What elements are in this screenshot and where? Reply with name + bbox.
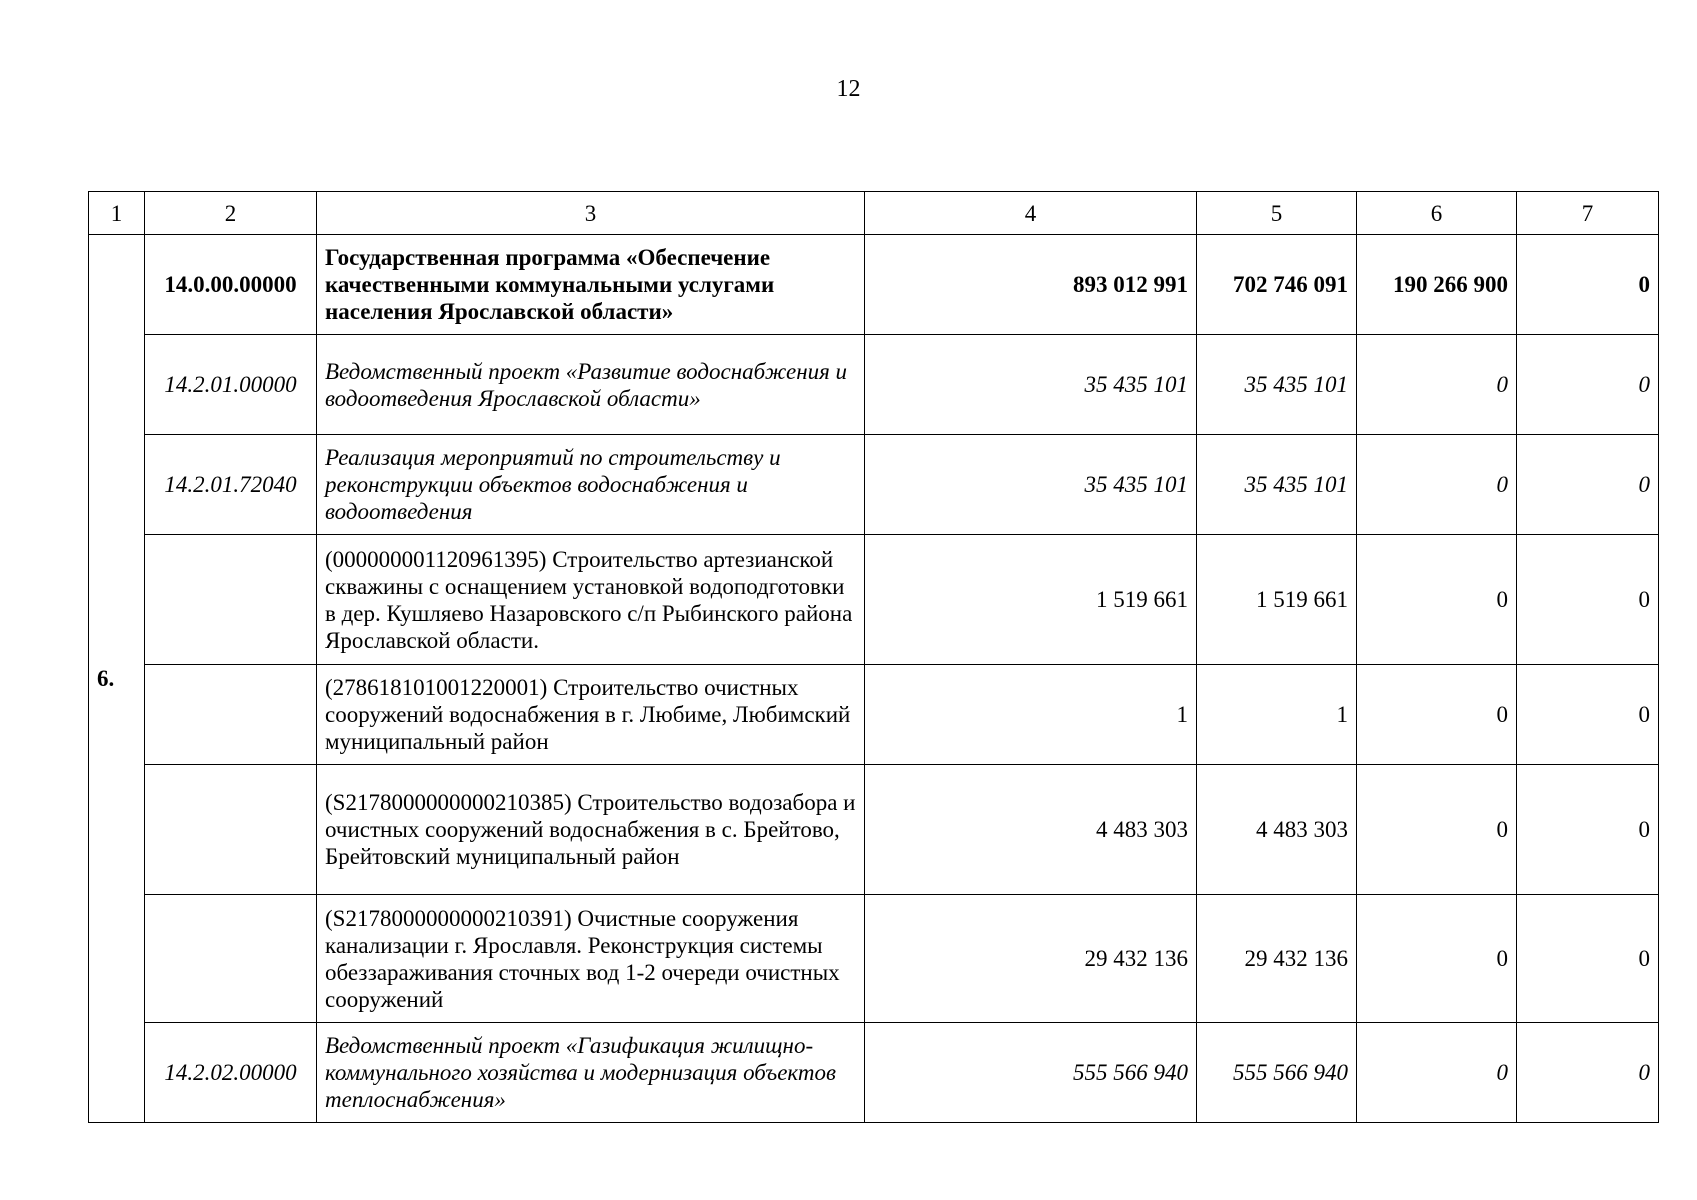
table-header-row — [89, 192, 1659, 235]
program-code: 14.2.01.72040 — [145, 435, 317, 535]
program-description: (S2178000000000210391) Очистные сооружения канализации г. Ярославля. Реконструкция системы обеззараживания сточных вод 1-2 очереди очистных сооружений — [317, 895, 865, 1023]
amount-col6: 0 — [1357, 535, 1517, 665]
section-number: 6. — [89, 235, 145, 1123]
program-code: 14.0.00.00000 — [145, 235, 317, 335]
table-row — [89, 665, 1659, 765]
amount-col4: 35 435 101 — [865, 335, 1197, 435]
page-number: 12 — [836, 76, 861, 102]
amount-col7: 0 — [1517, 235, 1659, 335]
amount-col7: 0 — [1517, 1023, 1659, 1123]
header-cell: 6 — [1357, 192, 1517, 235]
table-row — [89, 335, 1659, 435]
amount-col6: 0 — [1357, 435, 1517, 535]
amount-col6: 0 — [1357, 1023, 1517, 1123]
amount-col6: 0 — [1357, 765, 1517, 895]
amount-col7: 0 — [1517, 895, 1659, 1023]
header-cell: 7 — [1517, 192, 1659, 235]
amount-col5: 35 435 101 — [1197, 435, 1357, 535]
amount-col6: 0 — [1357, 335, 1517, 435]
amount-col4: 1 — [865, 665, 1197, 765]
table-row — [89, 765, 1659, 895]
amount-col6: 190 266 900 — [1357, 235, 1517, 335]
table-row — [89, 895, 1659, 1023]
amount-col4: 893 012 991 — [865, 235, 1197, 335]
amount-col6: 0 — [1357, 665, 1517, 765]
amount-col6: 0 — [1357, 895, 1517, 1023]
amount-col4: 555 566 940 — [865, 1023, 1197, 1123]
program-description: (278618101001220001) Строительство очистных сооружений водоснабжения в г. Любиме, Любимский муниципальный район — [317, 665, 865, 765]
amount-col7: 0 — [1517, 535, 1659, 665]
amount-col4: 1 519 661 — [865, 535, 1197, 665]
amount-col7: 0 — [1517, 765, 1659, 895]
program-code: 14.2.02.00000 — [145, 1023, 317, 1123]
amount-col5: 35 435 101 — [1197, 335, 1357, 435]
header-cell: 3 — [317, 192, 865, 235]
amount-col5: 1 — [1197, 665, 1357, 765]
amount-col4: 35 435 101 — [865, 435, 1197, 535]
budget-table — [88, 191, 1659, 1123]
amount-col5: 4 483 303 — [1197, 765, 1357, 895]
program-code — [145, 665, 317, 765]
table-row — [89, 1023, 1659, 1123]
amount-col7: 0 — [1517, 665, 1659, 765]
header-cell: 5 — [1197, 192, 1357, 235]
table-row — [89, 435, 1659, 535]
amount-col5: 1 519 661 — [1197, 535, 1357, 665]
header-cell: 1 — [89, 192, 145, 235]
program-description: Ведомственный проект «Развитие водоснабжения и водоотведения Ярославской области» — [317, 335, 865, 435]
table-row — [89, 535, 1659, 665]
amount-col5: 702 746 091 — [1197, 235, 1357, 335]
amount-col7: 0 — [1517, 435, 1659, 535]
amount-col5: 555 566 940 — [1197, 1023, 1357, 1123]
program-description: Реализация мероприятий по строительству и реконструкции объектов водоснабжения и водоотведения — [317, 435, 865, 535]
amount-col4: 29 432 136 — [865, 895, 1197, 1023]
header-cell: 2 — [145, 192, 317, 235]
amount-col5: 29 432 136 — [1197, 895, 1357, 1023]
program-code — [145, 765, 317, 895]
program-description: Государственная программа «Обеспечение качественными коммунальными услугами населения Ярославской области» — [317, 235, 865, 335]
program-description: (S2178000000000210385) Строительство водозабора и очистных сооружений водоснабжения в с. Брейтово, Брейтовский муниципальный район — [317, 765, 865, 895]
program-code — [145, 535, 317, 665]
program-description: (000000001120961395) Строительство артезианской скважины с оснащением установкой водоподготовки в дер. Кушляево Назаровского с/п Рыбинского района Ярославской области. — [317, 535, 865, 665]
program-description: Ведомственный проект «Газификация жилищно-коммунального хозяйства и модернизация объектов теплоснабжения» — [317, 1023, 865, 1123]
table-row — [89, 235, 1659, 335]
program-code — [145, 895, 317, 1023]
amount-col4: 4 483 303 — [865, 765, 1197, 895]
header-cell: 4 — [865, 192, 1197, 235]
program-code: 14.2.01.00000 — [145, 335, 317, 435]
amount-col7: 0 — [1517, 335, 1659, 435]
